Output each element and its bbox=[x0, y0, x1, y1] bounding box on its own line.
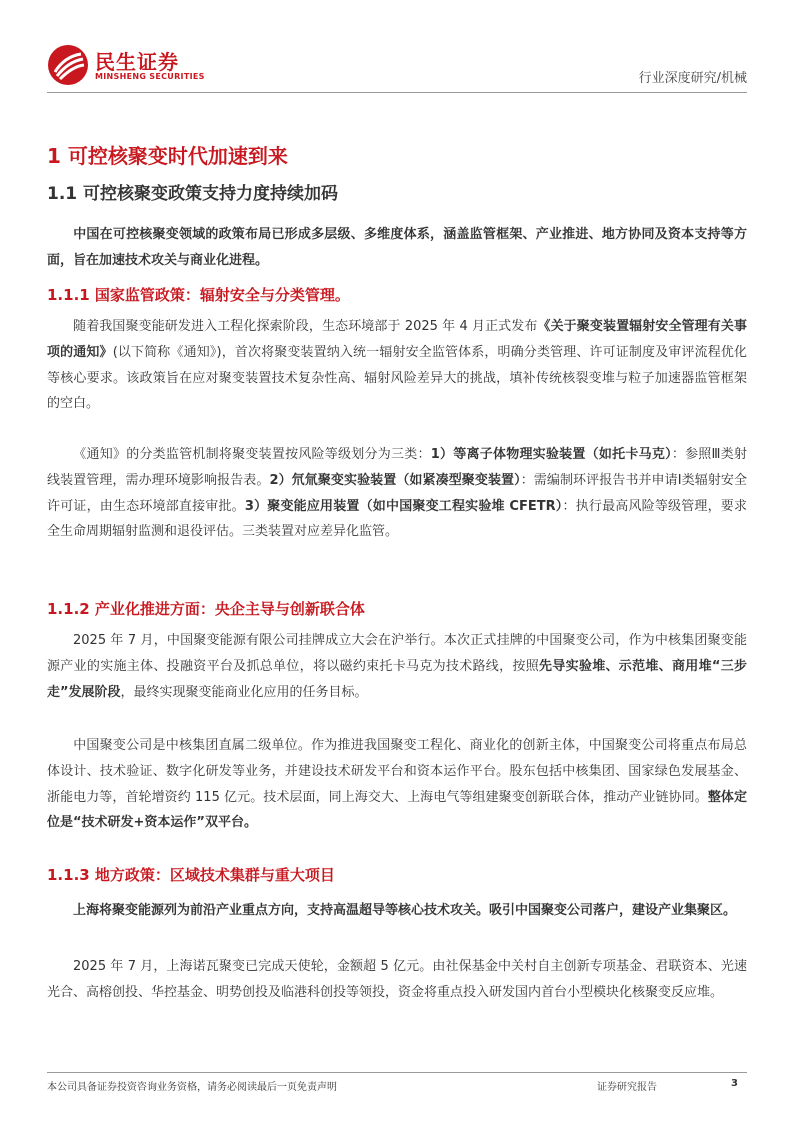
intro-paragraph bbox=[47, 222, 747, 274]
header-divider bbox=[47, 92, 747, 93]
paragraph-company-structure: 中国聚变公司是中核集团直属二级单位。作为推进我国聚变工程化、商业化的创新主体，中国聚变公司将重点布局总体设计、技术验证、数字化研发等业务，并建设技术研发平台和资本运作平台。股东包括中核集团、国家绿色发展基金、浙能电力等，首轮增资约 115 亿元。技术层面，同上海交大、上海电气等组建聚变创新联合体，推动产业链协同。整体定位是“技术研发+资本运作”双平台。 bbox=[47, 738, 747, 831]
footer-report-type: 证券研究报告 bbox=[597, 1082, 657, 1093]
paragraph-china-fusion-company: 2025 年 7 月，中国聚变能源有限公司挂牌成立大会在沪举行。本次正式挂牌的中国聚变公司，作为中核集团聚变能源产业的实施主体、投融资平台及抓总单位，将以磁约束托卡马克为技术路线，按照先导实验堆、示范堆、商用堆“三步走”发展阶段，最终实现聚变能商业化应用的任务目标。 bbox=[47, 633, 747, 700]
heading-1-1-3: 1.1.3 地方政策：区域技术集群与重大项目 bbox=[47, 866, 335, 884]
class-3-label: 3）聚变能应用装置（如中国聚变工程实验堆 CFETR） bbox=[244, 498, 563, 514]
footer-divider bbox=[47, 1072, 747, 1073]
intro-text: 中国在可控核聚变领域的政策布局已形成多层级、多维度体系，涵盖监管框架、产业推进、地方协同及资本支持等方面，旨在加速技术攻关与商业化进程。 bbox=[47, 227, 747, 268]
minsheng-logo-icon bbox=[47, 44, 89, 86]
subsection-title: 1.1 可控核聚变政策支持力度持续加码 bbox=[47, 184, 339, 204]
heading-1-1-2: 1.1.2 产业化推进方面：央企主导与创新联合体 bbox=[47, 600, 365, 618]
footer-disclaimer: 本公司具备证券投资咨询业务资格，请务必阅读最后一页免责声明 bbox=[47, 1082, 337, 1093]
class-1-label: 1）等离子体物理实验装置（如托卡马克） bbox=[430, 447, 672, 462]
brand-name-cn: 民生证券 bbox=[95, 50, 179, 74]
paragraph-notice-intro: 随着我国聚变能研发进入工程化探索阶段，生态环境部于 2025 年 4 月正式发布《关于聚变装置辐射安全管理有关事项的通知》(以下简称《通知》)，首次将聚变装置纳入统一辐射安全监管体系，明确分类管理、许可证制度及审评流程优化等核心要求。该政策旨在应对聚变装置技术复杂性高、辐射风险差异大的挑战，填补传统核裂变堆与粒子加速器监管框架的空白。 bbox=[47, 319, 747, 412]
class-2-label: 2）氘氚聚变实验装置（如紧凑型聚变装置） bbox=[269, 472, 521, 488]
section-title: 1 可控核聚变时代加速到来 bbox=[47, 144, 288, 168]
paragraph-shanghai-policy: 上海将聚变能源列为前沿产业重点方向，支持高温超导等核心技术攻关。吸引中国聚变公司落户，建设产业集聚区。 bbox=[73, 903, 737, 918]
notice-title: 《关于聚变装置辐射安全管理有关事项的通知》 bbox=[47, 319, 747, 360]
heading-1-1-1: 1.1.1 国家监管政策：辐射安全与分类管理。 bbox=[47, 286, 350, 304]
page-number: 3 bbox=[731, 1078, 738, 1089]
paragraph-nova-funding: 2025 年 7 月，上海诺瓦聚变已完成天使轮，金额超 5 亿元。由社保基金中关村自主创新专项基金、君联资本、光速光合、高榕创投、华控基金、明势创投及临港科创投等领投，资金将重点投入研发国内首台小型模块化核聚变反应堆。 bbox=[47, 959, 747, 1000]
three-step-plan: 先导实验堆、示范堆、商用堆“三步走”发展阶段 bbox=[47, 658, 747, 700]
report-category: 行业深度研究/机械 bbox=[638, 71, 747, 86]
paragraph-classification: 《通知》的分类监管机制将聚变装置按风险等级划分为三类：1）等离子体物理实验装置（如托卡马克）：参照Ⅲ类射线装置管理，需办理环境影响报告表。2）氘氚聚变实验装置（如紧凑型聚变装置）：需编制环评报告书并申请Ⅰ类辐射安全许可证，由生态环境部直接审批。3）聚变能应用装置（如中国聚变工程实验堆 CFETR）：执行最高风险等级管理，要求全生命周期辐射监测和退役评估。三类装置对应差异化监管。 bbox=[47, 447, 747, 540]
page-header bbox=[47, 40, 747, 92]
brand-name-en: MINSHENG SECURITIES bbox=[95, 72, 205, 81]
dual-platform-positioning: 整体定位是“技术研发+资本运作”双平台。 bbox=[47, 789, 747, 831]
